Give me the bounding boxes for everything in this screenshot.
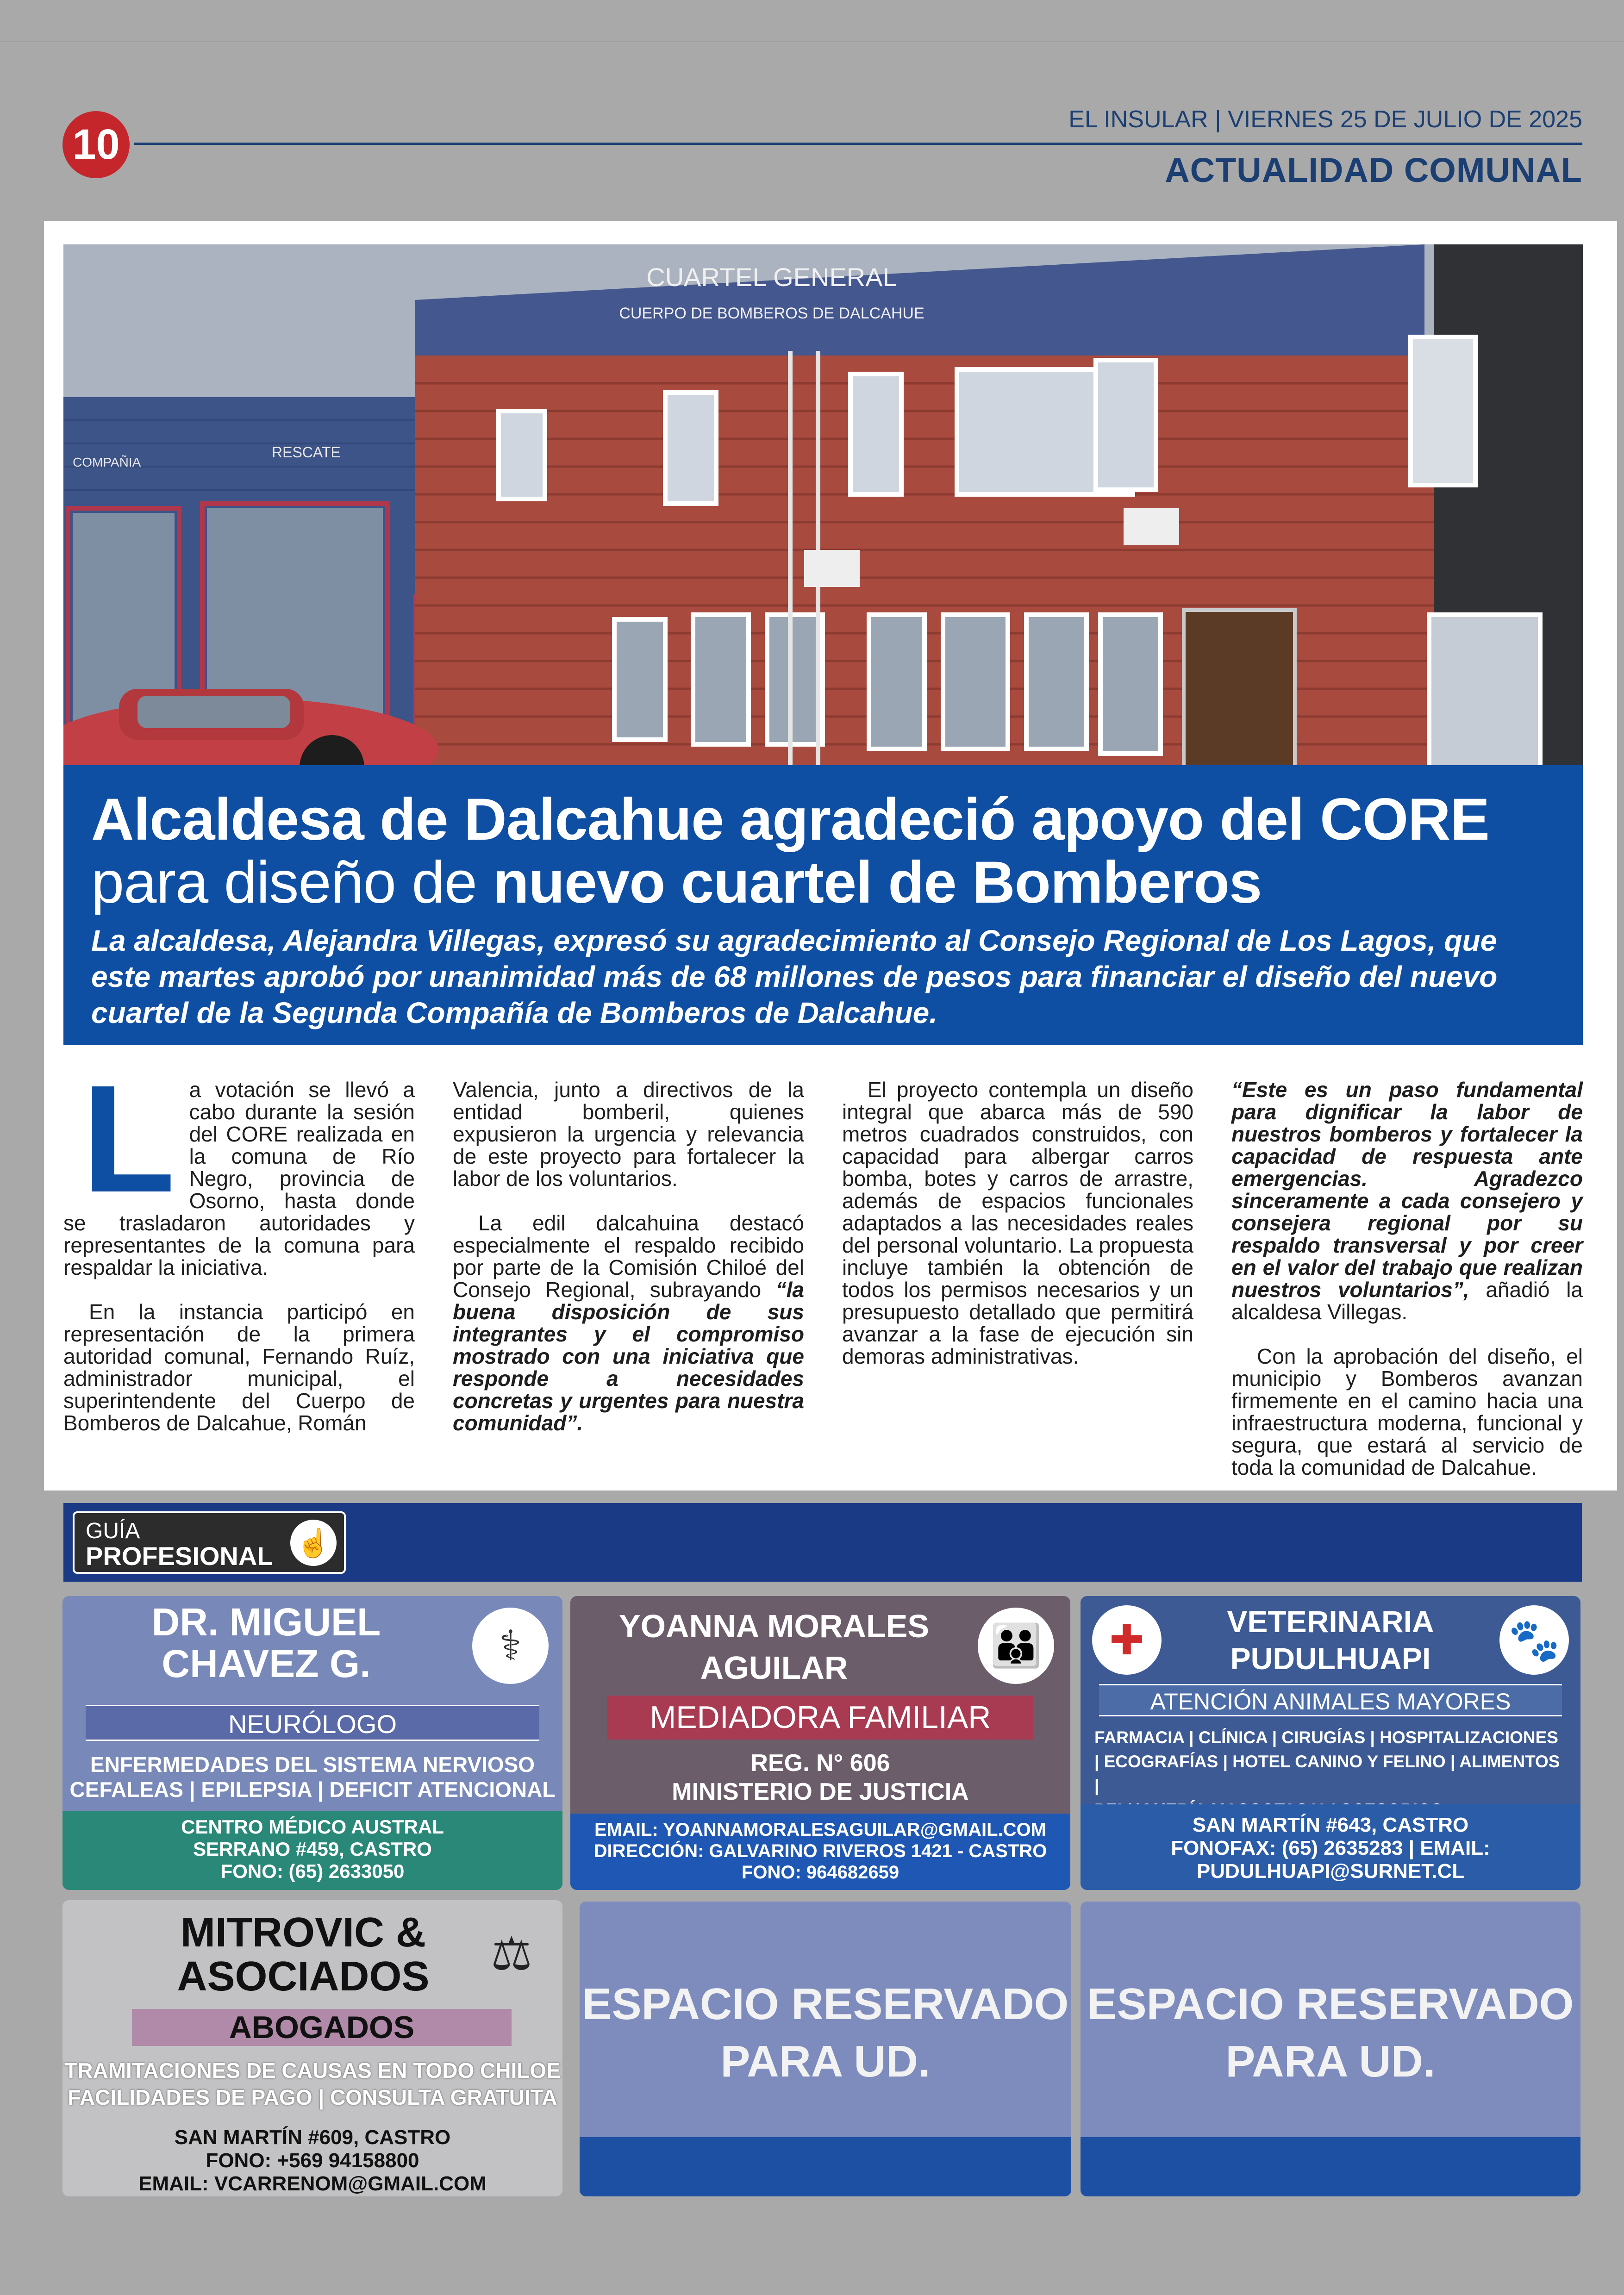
ad-reserved-1 [580,1902,1071,2196]
ad-mitrovic-desc-1: TRAMITACIONES DE CAUSAS EN TODO CHILOE [64,2058,561,2083]
ad-chavez-role: NEURÓLOGO [86,1705,539,1741]
guia-profesional-badge [73,1511,346,1574]
ad-mitrovic-footer: SAN MARTÍN #609, CASTRO FONO: +569 94158800 EMAIL: VCARRENOM@GMAIL.COM [138,2126,487,2195]
paragraph-6: “Este es un paso fundamental para dignificar la labor de nuestros bomberos y fortalecer la capacidad de respuesta ante emergencias. Agradezco sinceramente a cada consejero y consejera regional por su respaldo transversal y por creer en el valor del trabajo que realizan nuestros voluntarios”, añadió la alcaldesa Villegas. [1231,1078,1583,1324]
ad-morales-name-2: AGUILAR [700,1650,848,1686]
sign-rescate: RESCATE [272,444,341,461]
doctor-icon: ⚕ [472,1608,549,1684]
reserved-2-footer [1081,2137,1580,2196]
ad-chavez-desc-1: ENFERMEDADES DEL SISTEMA NERVIOSO [90,1752,535,1777]
headline-line-2: nuevo cuartel de Bomberos [493,849,1262,916]
paragraph-7: Con la aprobación del diseño, el municipio y Bomberos avanzan firmemente en el camino hacia una infraestructura moderna, funcional y segura, que estará al servicio de toda la comunidad de Dalcahue. [1231,1344,1583,1479]
reserved-1-footer [580,2137,1071,2196]
vet-cross-icon: ✚ [1092,1605,1162,1675]
quote-1: “la buena disposición de sus integrantes y el compromiso mostrado con una iniciativa que responde a necesidades concretas y urgentes para nuestra comunidad”. [453,1278,804,1435]
ad-morales-desc-2: MINISTERIO DE JUSTICIA [672,1778,969,1805]
scales-icon: ⚖ [491,1927,532,1980]
paragraph-5: El proyecto contempla un diseño integral que abarca más de 590 metros cuadrados construidos, con capacidad para albergar carros bomba, botes y carros de arrastre, además de espacios funcionales adaptados a las necesidades reales del personal voluntario. La propuesta incluye también la obtención de todos los permisos necesarios y un presupuesto detallado que permitirá avanzar a la fase de ejecución sin demoras administrativas. [842,1078,1193,1368]
ad-vet-role: ATENCIÓN ANIMALES MAYORES [1099,1684,1562,1716]
ad-chavez-footer: CENTRO MÉDICO AUSTRAL SERRANO #459, CASTRO FONO: (65) 2633050 [62,1811,562,1890]
publication-line: EL INSULAR | VIERNES 25 DE JULIO DE 2025 [1068,106,1582,133]
drop-cap: L [82,1053,175,1224]
ad-chavez-desc-2: CEFALEAS | EPILEPSIA | DEFICIT ATENCIONAL [69,1777,556,1802]
ad-vet-footer: SAN MARTÍN #643, CASTRO FONOFAX: (65) 2635283 | EMAIL: PUDULHUAPI@SURNET.CL [1081,1804,1580,1890]
ad-vet-name-1: VETERINARIA [1227,1604,1434,1639]
ad-dr-chavez [62,1596,562,1890]
hand-pointer-icon: ☝ [290,1520,337,1566]
page-number: 10 [62,111,130,178]
ad-chavez-name-2: CHAVEZ G. [162,1642,371,1685]
ad-morales-desc-1: REG. N° 606 [750,1750,890,1777]
guia-label-big: PROFESIONAL [86,1541,273,1571]
sign-cuerpo-bomberos: CUERPO DE BOMBEROS DE DALCAHUE [619,305,924,322]
top-divider [0,41,1624,42]
quote-2: “Este es un paso fundamental para dignificar la labor de nuestros bomberos y fortalecer la capacidad de respuesta ante emergencias. Agradezco sinceramente a cada consejero y consejera regional por su respaldo transversal y por creer en el valor del trabajo que realizan nuestros voluntarios”, [1231,1078,1583,1302]
section-title: ACTUALIDAD COMUNAL [1165,151,1582,189]
ad-veterinaria-pudulhuapi [1081,1596,1580,1890]
ad-reserved-2 [1081,1902,1580,2196]
sign-cuartel-general: CUARTEL GENERAL [646,262,897,292]
paragraph-2: En la instancia participó en representación de la primera autoridad comunal, Fernando Ruíz, administrador municipal, el superintendente del Cuerpo de Bomberos de Dalcahue, Román [63,1300,415,1435]
paragraph-3: Valencia, junto a directivos de la entidad bomberil, quienes expusieron la urgencia y relevancia de este proyecto para fortalecer la labor de los voluntarios. [453,1078,804,1191]
lede: La alcaldesa, Alejandra Villegas, expresó su agradecimiento al Consejo Regional de Los Lagos, que este martes aprobó por unanimidad más de 68 millones de pesos para financiar el diseño del nuevo cuartel de la Segunda Compañía de Bomberos de Dalcahue. [91,924,1498,1029]
ad-morales-role: MEDIADORA FAMILIAR [607,1696,1033,1740]
ad-mitrovic-name-2: ASOCIADOS [177,1953,430,2000]
ad-mitrovic-desc-2: FACILIDADES DE PAGO | CONSULTA GRATUITA [68,2085,557,2109]
reserved-2-text: ESPACIO RESERVADO PARA UD. [1087,1979,1574,2086]
column-2 [453,1079,804,1477]
article-body [63,1053,1583,1479]
ad-mitrovic-name-1: MITROVIC & [181,1909,426,1956]
column-1 [63,1053,415,1477]
column-4 [1231,1079,1583,1477]
headline-banner [63,765,1583,1045]
family-icon: 👪 [978,1608,1054,1684]
header-rule [134,143,1582,145]
paragraph-4: La edil dalcahuina destacó especialmente el respaldo recibido por parte de la Comisión Chiloé del Consejo Regional, subrayando “la buena disposición de sus integrantes y el compromiso mostrado con una iniciativa que responde a necesidades concretas y urgentes para nuestra comunidad”. [453,1211,804,1435]
reserved-1-text: ESPACIO RESERVADO PARA UD. [582,1979,1069,2086]
guia-label-small: GUÍA [86,1519,140,1543]
fire-station-photo [63,244,1583,767]
ad-vet-name-2: PUDULHUAPI [1230,1641,1431,1676]
headline [91,788,1555,914]
ad-morales-name-1: YOANNA MORALES [618,1608,930,1644]
headline-light: para diseño de [91,849,493,916]
ad-morales-footer: EMAIL: YOANNAMORALESAGUILAR@GMAIL.COM DIRECCIÓN: GALVARINO RIVEROS 1421 - CASTRO FONO: 964682659 [570,1814,1070,1890]
article [44,221,1617,1491]
ad-vet-desc: FARMACIA | CLÍNICA | CIRUGÍAS | HOSPITALIZACIONES | ECOGRAFÍAS | HOTEL CANINO Y FELINO | ALIMENTOS | [1094,1728,1560,1795]
ad-mitrovic-asociados [62,1900,562,2196]
guia-profesional-bar [63,1503,1582,1582]
paw-syringe-icon: 🐾 [1499,1605,1569,1675]
headline-line-1: Alcaldesa de Dalcahue agradeció apoyo del CORE [91,786,1489,853]
ad-chavez-name-1: DR. MIGUEL [151,1600,381,1644]
paragraph-1: La votación se llevó a cabo durante la sesión del CORE realizada en la comuna de Río Negro, provincia de Osorno, hasta donde se trasladaron autoridades y representantes de la comuna para respaldar la iniciativa. [63,1053,415,1279]
ad-yoanna-morales [570,1596,1070,1890]
column-3 [842,1079,1193,1477]
sign-compania: COMPAÑIA [73,455,141,469]
ad-mitrovic-role: ABOGADOS [132,2009,512,2046]
article-photo [63,244,1583,767]
